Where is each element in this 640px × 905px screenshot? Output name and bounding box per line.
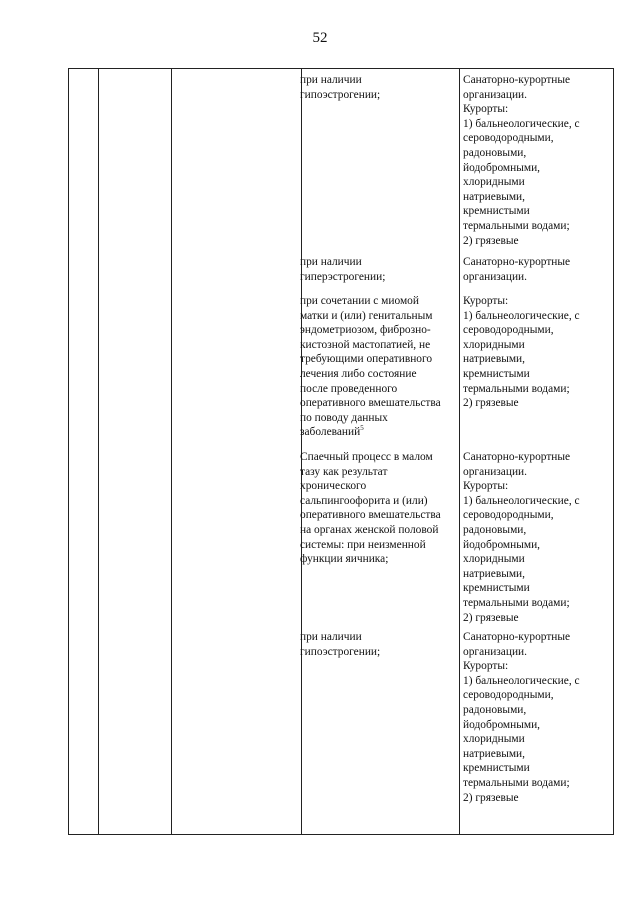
condition-line: при наличии — [300, 256, 362, 268]
condition-line: гипоэстрогении; — [300, 88, 381, 101]
treatment-line: кремнистыми — [463, 205, 530, 218]
treatment-line: термальными водами; — [463, 382, 570, 395]
treatment-line: Санаторно-курортные — [463, 256, 571, 268]
condition-cell — [300, 294, 460, 440]
treatment-line: организации. — [463, 645, 527, 658]
treatment-line: сероводородными, — [463, 509, 554, 522]
condition-line: эндометриозом, фиброзно- — [300, 324, 431, 337]
condition-line: требующими оперативного — [300, 353, 433, 366]
treatment-line: сероводородными, — [463, 132, 554, 145]
treatment-line: хлоридными — [463, 733, 525, 746]
treatment-line: кремнистыми — [463, 582, 530, 595]
treatment-line: Курорты: — [463, 660, 509, 673]
condition-line: гиперэстрогении; — [300, 270, 386, 283]
condition-line: лечения либо состояние — [300, 367, 417, 380]
treatment-line: 2) грязевые — [463, 791, 519, 804]
condition-line: оперативного вмешательства — [300, 397, 441, 410]
condition-line: матки и (или) генитальным — [300, 309, 433, 322]
treatment-line: термальными водами; — [463, 596, 570, 609]
condition-line: кистозной мастопатией, не — [300, 338, 431, 351]
condition-line: после проведенного — [300, 382, 398, 395]
treatment-cell — [463, 294, 613, 411]
treatment-line: 1) бальнеологические, с — [463, 309, 580, 322]
condition-cell — [300, 73, 460, 102]
treatment-line: сероводородными, — [463, 689, 554, 702]
footnote-marker: 5 — [360, 424, 364, 433]
treatment-line: организации. — [463, 465, 527, 478]
treatment-line: натриевыми, — [463, 567, 526, 580]
treatment-line: сероводородными, — [463, 324, 554, 337]
treatment-line: натриевыми, — [463, 190, 526, 203]
treatment-line: Курорты: — [463, 295, 509, 307]
treatment-line: 1) бальнеологические, с — [463, 674, 580, 687]
condition-line: на органах женской половой — [300, 523, 439, 536]
treatment-line: Курорты: — [463, 480, 509, 493]
condition-line: хронического — [300, 480, 367, 493]
condition-line: при сочетании с миомой — [300, 295, 419, 307]
treatment-line: хлоридными — [463, 338, 525, 351]
condition-cell — [300, 255, 460, 284]
column-divider — [98, 69, 99, 834]
condition-line-last — [300, 425, 460, 440]
treatment-line: натриевыми, — [463, 353, 526, 366]
treatment-line: Санаторно-курортные — [463, 451, 571, 463]
treatment-line: термальными водами; — [463, 219, 570, 232]
treatment-line: хлоридными — [463, 553, 525, 566]
treatment-line: 2) грязевые — [463, 397, 519, 410]
treatment-line: организации. — [463, 270, 527, 283]
treatment-line: Санаторно-курортные — [463, 631, 571, 643]
condition-line: системы: при неизменной — [300, 538, 426, 551]
treatment-cell — [463, 630, 613, 805]
condition-line: по поводу данных — [300, 411, 388, 424]
treatment-line: Санаторно-курортные — [463, 74, 571, 86]
treatment-cell — [463, 450, 613, 625]
treatment-line: кремнистыми — [463, 762, 530, 775]
condition-text: заболеваний — [300, 426, 361, 439]
treatment-line: Курорты: — [463, 103, 509, 116]
treatment-line: йодобромными, — [463, 538, 541, 551]
condition-line: функции яичника; — [300, 553, 389, 566]
treatment-line: 1) бальнеологические, с — [463, 494, 580, 507]
treatment-line: организации. — [463, 88, 527, 101]
treatment-line: радоновыми, — [463, 146, 527, 159]
page-number: 52 — [312, 30, 328, 46]
treatment-cell — [463, 73, 613, 248]
treatment-line: 2) грязевые — [463, 234, 519, 247]
treatment-line: 1) бальнеологические, с — [463, 117, 580, 130]
treatment-line: натриевыми, — [463, 747, 526, 760]
condition-line: тазу как результат — [300, 465, 388, 478]
treatment-line: термальными водами; — [463, 776, 570, 789]
condition-line: Спаечный процесс в малом — [300, 451, 433, 463]
condition-cell — [300, 630, 460, 659]
condition-line: оперативного вмешательства — [300, 509, 441, 522]
condition-line: гипоэстрогении; — [300, 645, 381, 658]
column-divider — [171, 69, 172, 834]
treatment-line: хлоридными — [463, 176, 525, 189]
treatment-line: 2) грязевые — [463, 611, 519, 624]
treatment-line: йодобромными, — [463, 718, 541, 731]
treatment-cell — [463, 255, 613, 284]
condition-cell — [300, 450, 460, 567]
treatment-line: кремнистыми — [463, 367, 530, 380]
treatment-line: радоновыми, — [463, 703, 527, 716]
treatment-line: радоновыми, — [463, 523, 527, 536]
condition-line: при наличии — [300, 631, 362, 643]
treatment-line: йодобромными, — [463, 161, 541, 174]
condition-line: при наличии — [300, 74, 362, 86]
condition-line: сальпингоофорита и (или) — [300, 494, 428, 507]
